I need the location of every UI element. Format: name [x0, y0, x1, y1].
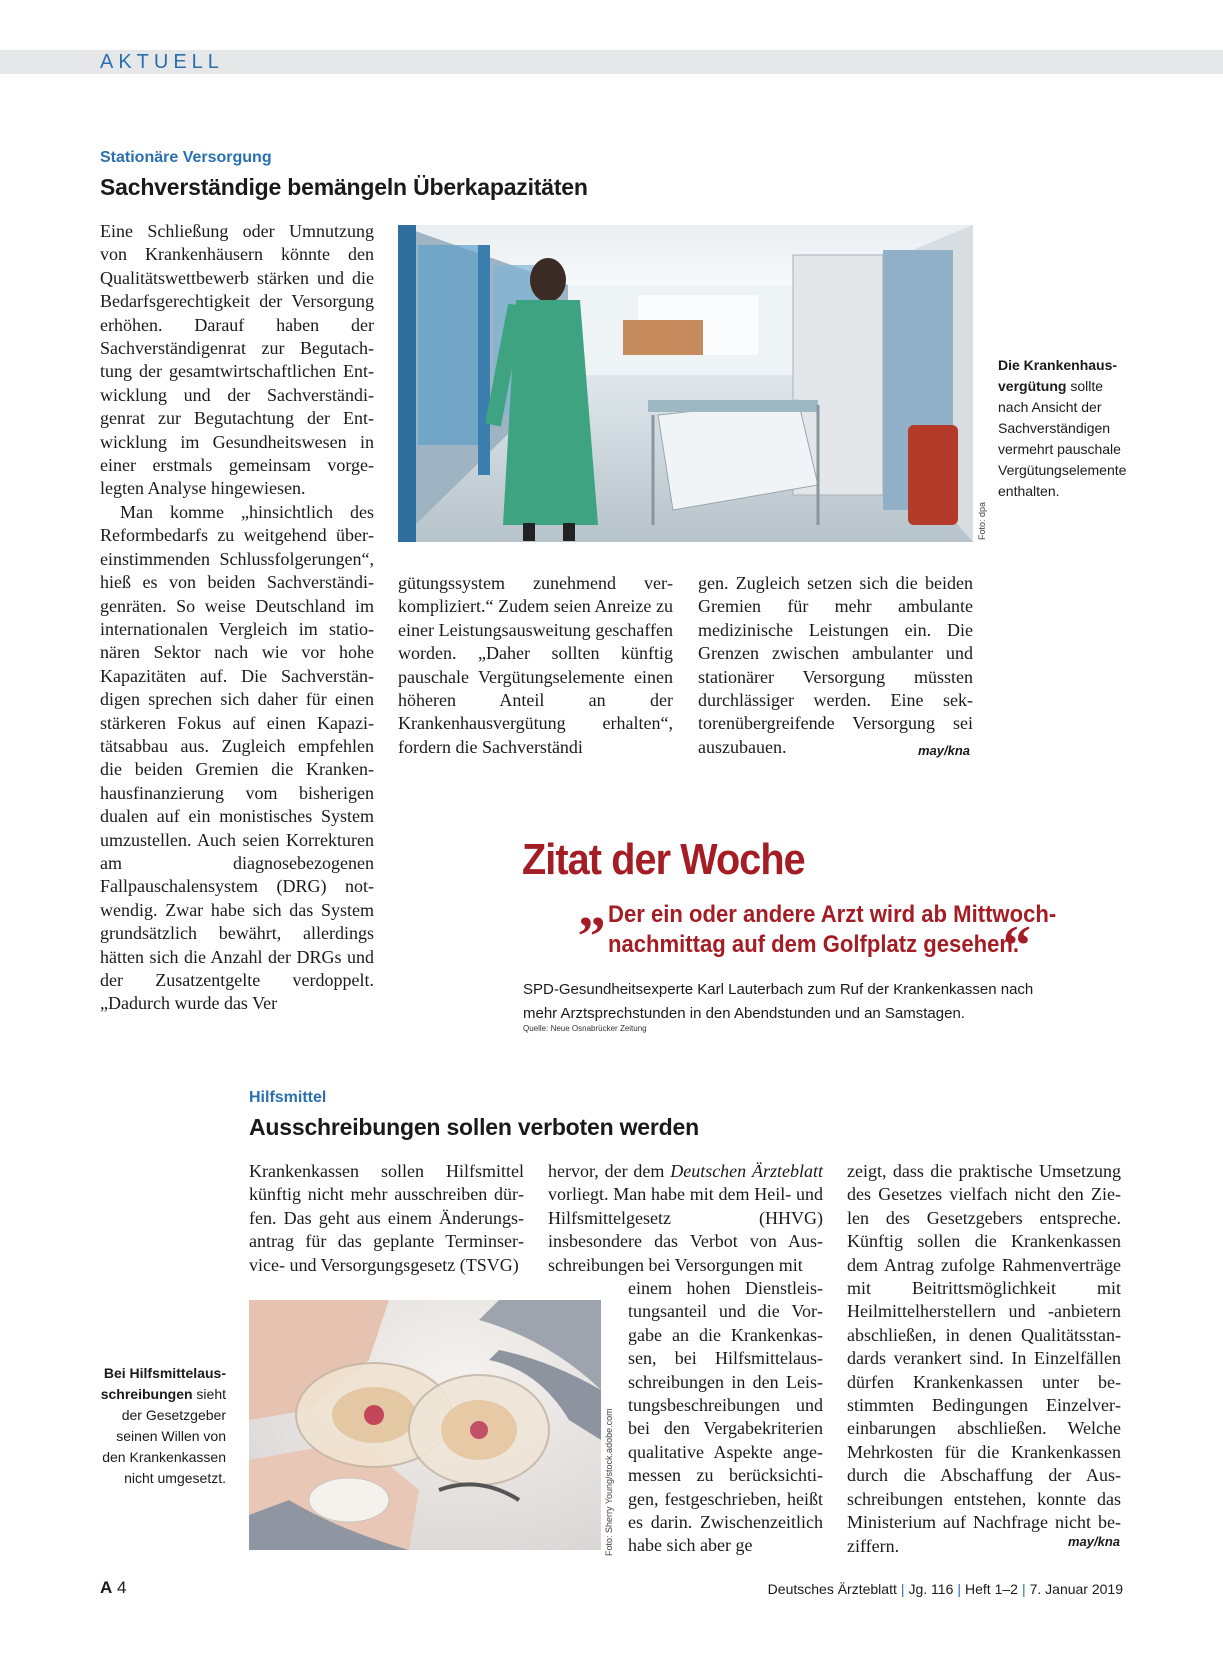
article2-kicker: Hilfsmittel [249, 1089, 327, 1106]
article1-column-3 [698, 572, 973, 759]
journal-footer [768, 1581, 1123, 1597]
quote-open-mark: „ [578, 877, 606, 939]
footer-separator: | [1021, 1581, 1026, 1597]
article2-paragraph-1: Krankenkassen sollen Hilfsmittel künftig nicht mehr ausschreiben dürfen. Das geht aus einem Änderungsantrag für das geplante Terminservice- und Versorgungsgesetz (TSVG) [249, 1161, 524, 1275]
article1-agency-tag: may/kna [918, 743, 971, 758]
caption-bold-lead: Die Krankenhausvergütung [998, 357, 1118, 394]
article2-text-pre: hervor, der dem [548, 1161, 671, 1181]
article1-paragraph-2: Man komme „hinsichtlich des Reformbedarfs zu weitgehend übereinstimmenden Schlussfolgerungen“, hieß es von beiden Sachverständigenräten. So weise Deutschland im internationalen Vergleich im stationären Sektor nach wie vor hohe Kapazitäten auf. Die Sachverständigen sprechen sich daher für einen stärkeren Fokus auf einen Kapazitätsabbau aus. Zugleich empfehlen die beiden Gremien die Krankenhausfinanzierung vom bisherigen dualen auf ein monistisches System umzustellen. Auch seien Korrekturen am diagnosebezogenen Fallpauschalensystem (DRG) notwendig. Zwar habe sich das System grundsätzlich bewährt, allerdings hätten sich die Anzahl der DRGs und der Zusatzentgelte verdoppelt. „Dadurch wurde das Ver [100, 501, 374, 1014]
quote-source: Quelle: Neue Osnabrücker Zeitung [523, 1024, 647, 1033]
article2-column-3 [847, 1160, 1121, 1558]
article2-agency-tag: may/kna [1068, 1534, 1121, 1549]
article1-paragraph-1: Eine Schließung oder Umnutzung von Krankenhäusern könnte den Qualitätswettbewerb stärken und die Bedarfsgerechtigkeit der Versorgung erhöhen. Darauf haben der Sachverständigenrat zur Begutachtung der gesamtwirtschaftlichen Entwicklung und der Sachverständigenrat zur Begutachtung der Entwicklung im Gesundheitswesen in einer erstmals gemeinsam vorgelegten Analyse hingewiesen. [100, 221, 374, 499]
hilfsmittel-photo [249, 1300, 601, 1550]
footer-date: 7. Januar 2019 [1029, 1581, 1123, 1597]
footer-separator: | [900, 1581, 905, 1597]
quote-box-title: Zitat der Woche [522, 835, 805, 884]
hospital-corridor-photo [398, 225, 973, 542]
article1-headline: Sachverständige bemängeln Überkapazitäten [100, 174, 588, 200]
page-number-value: 4 [117, 1578, 127, 1597]
hilfsmittel-photo-caption [98, 1363, 226, 1489]
footer-volume: Jg. 116 [908, 1581, 954, 1597]
quote-close-mark: “ [1003, 915, 1031, 977]
article2-paragraph-3: einem hohen Dienstleistungsanteil und die Vorgabe an die Krankenkassen, bei Hilfsmittelausschreibungen in den Leistungsbeschreibungen und bei den Vergabekriterien qualitative Aspekte angemessen zu berücksichtigen, festgeschrieben, heißt es darin. Zwischenzeitlich habe sich aber ge [628, 1278, 823, 1556]
caption-text: sollte nach Ansicht der Sachverständigen vermehrt pauschale Vergütungselemente enthalten. [998, 378, 1127, 499]
footer-separator: | [957, 1581, 962, 1597]
article1-column-1 [100, 220, 374, 1016]
article1-paragraph-4: gen. Zugleich setzen sich die beiden Gremien für mehr ambulante medizinische Leistungen ein. Die Grenzen zwischen ambulanter und stationärer Versorgung müssten durchlässiger werden. Eine sektorenübergreifende Versorgung sei auszubauen. [698, 573, 973, 757]
article1-paragraph-3: gütungssystem zunehmend verkompliziert.“ Zudem seien Anreize zu einer Leistungsausweitung geschaffen worden. „Daher sollten künftig pauschale Vergütungselemente einen höheren Anteil an der Krankenhausvergütung erhalten“, fordern die Sachverständi [398, 573, 673, 757]
caption-bold-lead: Bei Hilfsmittelausschreibungen [100, 1365, 226, 1402]
article2-column-2 [548, 1160, 823, 1277]
article2-paragraph-2 [548, 1160, 823, 1277]
footer-issue: Heft 1–2 [965, 1581, 1018, 1597]
page-number [100, 1578, 126, 1598]
article2-text-post: vorliegt. Man habe mit dem Heil- und Hilfsmittelgesetz (HHVG) insbesondere das Verbot von Ausschreibungen bei Versorgungen mit [548, 1184, 823, 1275]
hospital-photo-caption [998, 355, 1128, 502]
article2-column-1 [249, 1160, 524, 1277]
footer-journal: Deutsches Ärzteblatt [767, 1581, 897, 1597]
section-label: AKTUELL [100, 51, 224, 73]
journal-name-italic: Deutschen Ärzteblatt [670, 1161, 823, 1181]
article2-column-2b [628, 1277, 823, 1558]
page-letter: A [100, 1578, 113, 1597]
hospital-corridor-illustration [398, 225, 973, 542]
article2-headline: Ausschreibungen sollen verboten werden [249, 1114, 699, 1140]
article1-column-2 [398, 572, 673, 759]
quote-attribution: SPD-Gesundheitsexperte Karl Lauterbach zum Ruf der Krankenkassen nach mehr Arztsprechstunden in den Abendstunden und an Samstagen. [523, 981, 1034, 1022]
article1-kicker: Stationäre Versorgung [100, 149, 272, 166]
photo-credit-hilfsmittel: Foto: Sherry Young/stock.adobe.com [604, 1408, 614, 1556]
caption-text: sieht der Gesetzgeber seinen Willen von den Krankenkassen nicht umgesetzt. [102, 1386, 226, 1486]
photo-credit-hospital: Foto: dpa [977, 501, 987, 540]
article2-paragraph-4: zeigt, dass die praktische Umsetzung des Gesetzes vielfach nicht den Zielen des Gesetzgebers entspreche. Künftig sollen die Krankenkassen dem Antrag zufolge Rahmenverträge mit Beitrittsmöglichkeit mit Heilmittelherstellern und -anbietern abschließen, in denen Qualitätsstandards verankert sind. In Einzelfällen dürfen Krankenkassen unter bestimmten Bedingungen Einzelvereinbarungen abschließen. Welche Mehrkosten für die Krankenkassen durch die Abschaffung der Ausschreibungen entstehen, konnte das Ministerium auf Nachfrage nicht beziffern. [847, 1161, 1121, 1556]
gloved-hands-medical-aids-illustration [249, 1300, 601, 1550]
quote-text: Der ein oder andere Arzt wird ab Mittwochnachmittag auf dem Golfplatz gesehen. [608, 901, 1057, 958]
